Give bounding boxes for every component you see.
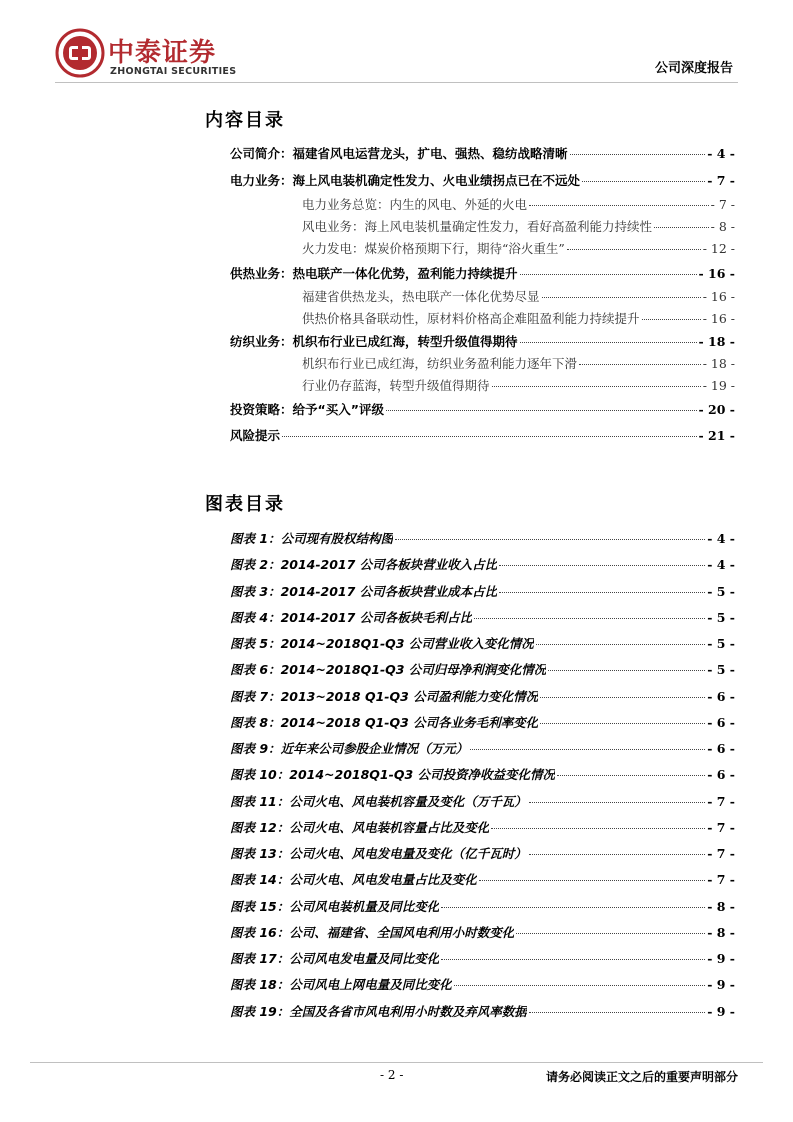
toc-entry-key: 电力业务： [230,173,293,188]
dot-leader [516,933,705,934]
brand-name-cn: 中泰证券 [108,38,217,68]
figure-index-entry[interactable] [230,844,735,864]
disclaimer-text: 请务必阅读正文之后的重要声明部分 [545,1070,738,1084]
toc-entry-label [230,426,280,444]
dot-leader [567,249,701,250]
figure-entry-text: 2014~2018Q1-Q3 公司营业收入变化情况 [280,636,534,651]
dot-leader [386,410,697,411]
toc-page-number: - 19 - [702,378,735,393]
figure-entry-text: 2014~2018Q1-Q3 公司投资净收益变化情况 [289,767,555,782]
figure-entry-key: 图表 1： [230,531,281,546]
figure-entry-key: 图表 10： [230,767,290,782]
toc-entry-text: 风电业务：海上风电装机量确定性发力，看好高盈利能力持续性 [302,219,653,234]
dot-leader [499,565,705,566]
toc-entry-label [302,195,527,213]
figure-entry-text: 公司风电上网电量及同比变化 [289,977,452,992]
figure-entry-text: 公司风电发电量及同比变化 [289,951,440,966]
dot-leader [548,670,705,671]
toc-page-number: - 18 - [698,334,735,349]
dot-leader [542,297,701,298]
figure-entry-text: 近年来公司参股企业情况（万元） [280,741,469,756]
figure-entry-key: 图表 16： [230,925,290,940]
figure-page-number: - 7 - [707,872,735,887]
figure-page-number: - 4 - [707,557,735,572]
toc-page-number: - 20 - [698,402,735,417]
figure-entry-text: 公司火电、风电发电量及变化（亿千瓦时） [289,846,527,861]
figure-entry-text: 2014-2017 公司各板块营业成本占比 [280,584,498,599]
figure-page-number: - 7 - [707,846,735,861]
figure-index-entry[interactable] [230,1002,735,1022]
figure-page-number: - 7 - [707,820,735,835]
figure-entry-label [230,687,538,705]
figure-entry-label [230,739,468,757]
figure-entry-key: 图表 7： [230,689,281,704]
dot-leader [470,749,705,750]
figure-index-entry[interactable] [230,660,735,680]
zhongtai-logo-icon [55,28,105,78]
dot-leader [579,364,701,365]
toc-page-number: - 8 - [710,219,735,234]
toc-section-entry[interactable] [230,426,735,446]
page-number: - 2 - [380,1068,404,1082]
figure-index-entry[interactable] [230,687,735,707]
figure-page-number: - 9 - [707,951,735,966]
toc-page-number: - 18 - [702,356,735,371]
figure-index-entry[interactable] [230,582,735,602]
figure-entry-label [230,608,472,626]
toc-entry-key: 供热业务： [230,266,293,281]
figure-index-entry[interactable] [230,608,735,628]
page-header [0,0,793,100]
dot-leader [492,386,701,387]
toc-page-number: - 7 - [710,197,735,212]
toc-entry-key: 公司简介： [230,146,293,161]
dot-leader [474,618,705,619]
figure-entry-text: 公司火电、风电装机容量及变化（万千瓦） [289,794,527,809]
toc-page-number: - 4 - [707,146,735,161]
figure-entry-text: 公司火电、风电装机容量占比及变化 [289,820,490,835]
brand-name-en: ZHONGTAI SECURITIES [110,66,237,77]
figure-entry-text: 公司风电装机量及同比变化 [289,899,440,914]
toc-entry-text: 供热价格具备联动性，原材料价格高企难阻盈利能力持续提升 [302,311,640,326]
figure-entry-label [230,765,555,783]
figure-index-entry[interactable] [230,765,735,785]
dot-leader [282,436,697,437]
toc-entry-label [302,309,640,327]
dot-leader [441,959,705,960]
figure-entry-label [230,949,439,967]
figure-entry-key: 图表 17： [230,951,290,966]
figure-entry-key: 图表 9： [230,741,281,756]
toc-section-entry[interactable] [230,264,735,284]
figure-entry-text: 2014~2018Q1-Q3 公司归母净利润变化情况 [280,662,547,677]
toc-entry-label [230,264,518,282]
toc-subsection-entry[interactable] [302,195,735,215]
figure-page-number: - 5 - [707,636,735,651]
figure-entry-key: 图表 3： [230,584,281,599]
toc-subsection-entry[interactable] [302,376,735,396]
figure-page-number: - 6 - [707,767,735,782]
figure-index-entry[interactable] [230,634,735,654]
dot-leader [557,775,705,776]
figure-entry-label [230,634,534,652]
figure-entry-label [230,975,452,993]
figure-entry-key: 图表 5： [230,636,281,651]
figure-page-number: - 7 - [707,794,735,809]
dot-leader [491,828,705,829]
figure-entry-text: 全国及各省市风电利用小时数及弃风率数据 [289,1004,527,1019]
toc-entry-label [302,217,652,235]
toc-section-entry[interactable] [230,400,735,420]
dot-leader [540,697,705,698]
figure-page-number: - 9 - [707,1004,735,1019]
figure-entry-label [230,555,497,573]
figure-entry-label [230,870,477,888]
figure-page-number: - 5 - [707,584,735,599]
dot-leader [582,181,705,182]
figure-page-number: - 6 - [707,741,735,756]
toc-entry-label [230,144,568,162]
toc-subsection-entry[interactable] [302,354,735,374]
figure-page-number: - 9 - [707,977,735,992]
toc-entry-text: 热电联产一体化优势，盈利能力持续提升 [292,266,518,281]
figure-index-entry[interactable] [230,923,735,943]
toc-entry-text: 电力业务总览：内生的风电、外延的火电 [302,197,528,212]
toc-section-entry[interactable] [230,144,735,164]
toc-page-number: - 16 - [698,266,735,281]
figure-entry-key: 图表 11： [230,794,290,809]
figure-page-number: - 5 - [707,662,735,677]
figure-page-number: - 8 - [707,899,735,914]
figure-entry-key: 图表 18： [230,977,290,992]
dot-leader [529,854,705,855]
figure-entry-text: 2014-2017 公司各板块营业收入占比 [280,557,498,572]
figure-entry-text: 公司火电、风电发电量占比及变化 [289,872,477,887]
figure-index-entry[interactable] [230,792,735,812]
toc-entry-text: 火力发电：煤炭价格预期下行，期待“浴火重生” [302,241,565,256]
figure-entry-text: 2014-2017 公司各板块毛利占比 [280,610,473,625]
figure-entry-label [230,582,497,600]
figure-entry-label [230,1002,527,1020]
toc-entry-text: 福建省供热龙头，热电联产一体化优势尽显 [302,289,540,304]
toc-entry-label [230,171,580,189]
header-divider [55,82,738,83]
report-type-label: 公司深度报告 [654,61,733,76]
figure-entry-key: 图表 15： [230,899,290,914]
dot-leader [520,274,697,275]
figure-page-number: - 6 - [707,715,735,730]
figure-index-entry[interactable] [230,949,735,969]
figure-entry-label [230,844,527,862]
toc-entry-label [230,332,518,350]
figure-index-entry[interactable] [230,975,735,995]
toc-page-number: - 12 - [702,241,735,256]
dot-leader [454,985,705,986]
figure-index-entry[interactable] [230,739,735,759]
figure-entry-text: 2014~2018 Q1-Q3 公司各业务毛利率变化 [280,715,539,730]
toc-page-number: - 16 - [702,289,735,304]
figure-entry-label [230,713,538,731]
figure-entry-label [230,818,489,836]
dot-leader [529,1012,705,1013]
toc-entry-text: 福建省风电运营龙头，扩电、强热、稳纺战略清晰 [292,146,568,161]
figure-index-entry[interactable] [230,713,735,733]
figure-entry-key: 图表 8： [230,715,281,730]
toc-subsection-entry[interactable] [302,287,735,307]
figure-entry-key: 图表 2： [230,557,281,572]
figure-index-entry[interactable] [230,529,735,549]
figure-entry-label [230,660,546,678]
figure-entry-key: 图表 19： [230,1004,290,1019]
dot-leader [654,227,709,228]
toc-entry-text: 机织布行业已成红海，纺织业务盈利能力逐年下滑 [302,356,578,371]
figure-entry-text: 公司现有股权结构图 [280,531,394,546]
figure-index-entry[interactable] [230,555,735,575]
toc-entry-label [302,376,490,394]
toc-page-number: - 7 - [707,173,735,188]
toc-entry-text: 给予“买入”评级 [292,402,384,417]
toc-subsection-entry[interactable] [302,239,735,259]
figures-title: 图表目录 [205,494,285,515]
figure-entry-key: 图表 6： [230,662,281,677]
dot-leader [395,539,705,540]
figure-entry-key: 图表 4： [230,610,281,625]
figure-entry-label [230,529,393,547]
toc-page-number: - 21 - [698,428,735,443]
figure-entry-label [230,897,439,915]
figure-entry-label [230,792,527,810]
dot-leader [529,205,709,206]
toc-entry-label [302,287,540,305]
toc-section-entry[interactable] [230,332,735,352]
toc-subsection-entry[interactable] [302,217,735,237]
figure-entry-key: 图表 13： [230,846,290,861]
contents-title: 内容目录 [205,110,285,131]
toc-subsection-entry[interactable] [302,309,735,329]
toc-entry-key: 投资策略： [230,402,293,417]
dot-leader [520,342,697,343]
figure-page-number: - 8 - [707,925,735,940]
figure-entry-label [230,923,514,941]
toc-section-entry[interactable] [230,171,735,191]
figure-entry-key: 图表 14： [230,872,290,887]
dot-leader [540,723,705,724]
figure-entry-text: 2013~2018 Q1-Q3 公司盈利能力变化情况 [280,689,539,704]
dot-leader [529,802,705,803]
dot-leader [536,644,705,645]
toc-entry-text: 海上风电装机确定性发力、火电业绩拐点已在不远处 [292,173,581,188]
toc-entry-label [302,239,565,257]
toc-entry-label [302,354,577,372]
figure-entry-key: 图表 12： [230,820,290,835]
figure-index-entry[interactable] [230,870,735,890]
figure-page-number: - 6 - [707,689,735,704]
toc-entry-key: 风险提示 [230,428,281,443]
footer-divider [30,1062,763,1063]
dot-leader [499,592,705,593]
dot-leader [570,154,706,155]
figure-page-number: - 5 - [707,610,735,625]
figure-page-number: - 4 - [707,531,735,546]
toc-page-number: - 16 - [702,311,735,326]
toc-entry-key: 纺织业务： [230,334,293,349]
dot-leader [479,880,705,881]
figure-index-entry[interactable] [230,897,735,917]
dot-leader [441,907,705,908]
toc-entry-text: 机织布行业已成红海，转型升级值得期待 [292,334,518,349]
toc-entry-text: 行业仍存蓝海，转型升级值得期待 [302,378,490,393]
dot-leader [642,319,701,320]
figure-entry-text: 公司、福建省、全国风电利用小时数变化 [289,925,515,940]
figure-index-entry[interactable] [230,818,735,838]
toc-entry-label [230,400,384,418]
